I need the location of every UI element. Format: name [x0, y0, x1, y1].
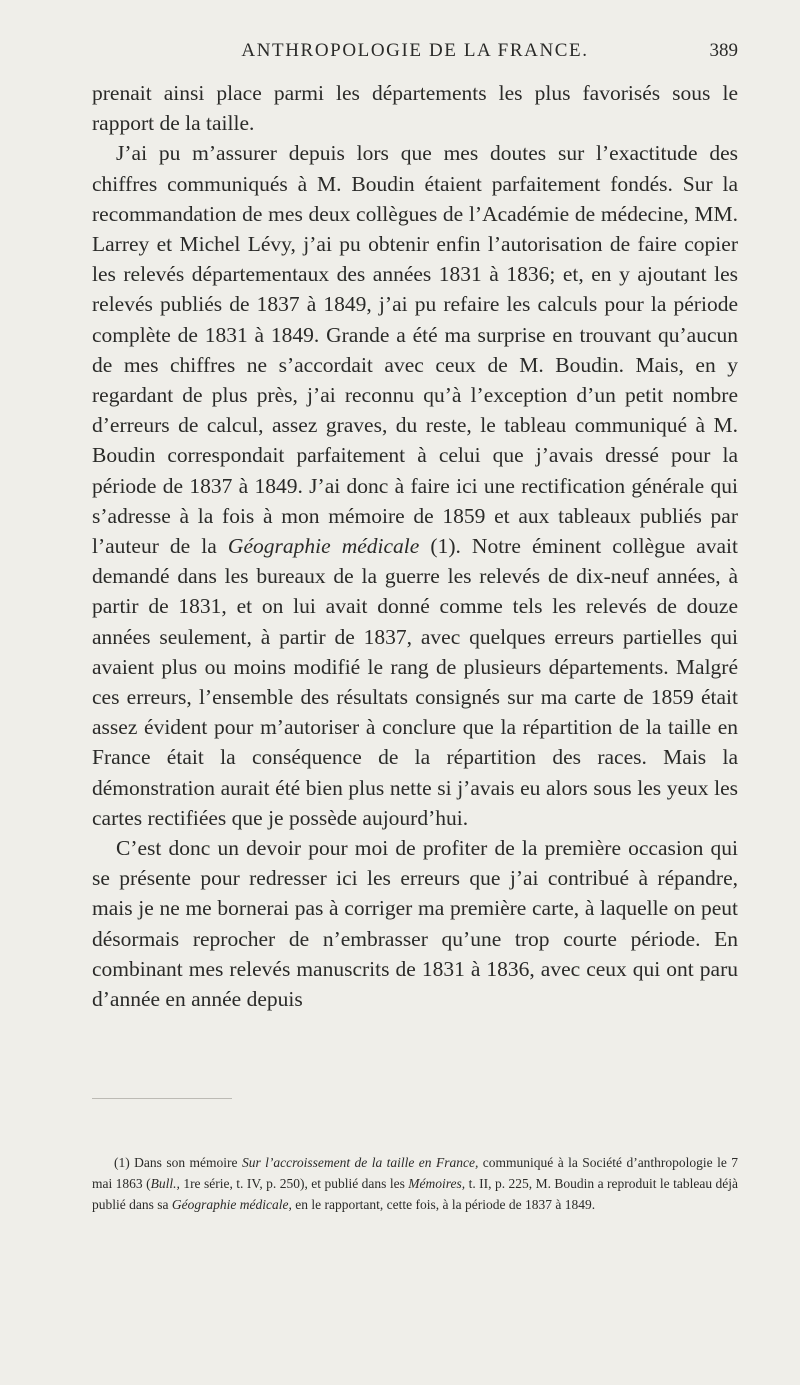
- footnote: [92, 1152, 738, 1215]
- paragraph-3-text: C’est donc un devoir pour moi de profiter de la première occasion qui se présente pour redresser ici les erreurs que j’ai contribué à répandre, mais je ne me bornerai pas à corriger ma première carte, à laquelle on peut désormais reprocher de n’embrasser qu’une trop courte période. En combinant mes relevés manuscrits de 1831 à 1836, avec ceux qui ont paru d’année en année depuis: [92, 836, 738, 1012]
- footnote-memoir-title: Sur l’accroissement de la taille en France,: [241, 1155, 479, 1170]
- paragraph-continued: [92, 78, 738, 138]
- paragraph-2-text-a: J’ai pu m’assurer depuis lors que mes doutes sur l’exactitude des chiffres communiqués à M. Boudin étaient parfaitement fondés. Sur la recommandation de mes deux collègues de l’Académie de médecine, MM. Larrey et Michel Lévy, j’ai pu obtenir enfin l’autorisation de faire copier les relevés départementaux des années 1831 à 1836; et, en y ajoutant les relevés publiés de 1837 à 1849, j’ai pu refaire les calculs pour la période complète de 1831 à 1849. Grande a été ma surprise en trouvant qu’aucun de mes chiffres ne s’accordait avec ceux de M. Boudin. Mais, en y regardant de plus près, j’ai reconnu qu’à l’exception d’un petit nombre d’erreurs de calcul, assez graves, du reste, le tableau communiqué à M. Boudin correspondait parfaitement à celui que j’avais dressé pour la période de 1837 à 1849. J’ai donc à faire ici une rectification générale qui s’adresse à la fois à mon mémoire de 1859 et aux tableaux publiés par l’auteur de la: [92, 141, 738, 559]
- footnote-text-e: en le rapportant, cette fois, à la période de 1837 à 1849.: [295, 1197, 596, 1212]
- geographie-medicale-title: Géographie médicale: [227, 534, 420, 559]
- page-number: 389: [709, 40, 738, 61]
- main-text: [92, 78, 738, 1014]
- paragraph-1-text: prenait ainsi place parmi les départements les plus favorisés sous le rapport de la taille.: [92, 81, 738, 136]
- paragraph-rectification: [92, 138, 738, 833]
- paragraph-2-text-b: (1). Notre éminent collègue avait demandé dans les bureaux de la guerre les relevés de dix-neuf années, à partir de 1831, et on lui avait donné comme tels les relevés de douze années seulement, à partir de 1837, avec quelques erreurs partielles qui avaient plus ou moins modifié le rang de plusieurs départements. Malgré ces erreurs, l’ensemble des résultats consignés sur ma carte de 1859 était assez évident pour m’autoriser à conclure que la répartition de la taille en France était la conséquence de la répartition des races. Mais la démonstration aurait été bien plus nette si j’avais eu alors sous les yeux les cartes rectifiées que je possède aujourd’hui.: [92, 534, 738, 830]
- footnote-divider: [92, 1098, 232, 1099]
- running-title: ANTHROPOLOGIE DE LA FRANCE.: [241, 40, 589, 61]
- footnote-text-d: t. II, p. 225, M. Boudin a reproduit le tableau déjà publié dans sa: [92, 1176, 739, 1212]
- paragraph-correction: [92, 833, 738, 1014]
- footnote-text-c: 1re série, t. IV, p. 250), et publié dans les: [183, 1176, 405, 1191]
- footnote-geographie-title: Géographie médicale,: [171, 1197, 292, 1212]
- running-header: [92, 36, 738, 66]
- footnote-text-b: communiqué à la Société d’anthropologie le 7 mai 1863 (: [92, 1155, 739, 1191]
- footnote-memoires-title: Mémoires,: [408, 1176, 466, 1191]
- footnote-bull-abbrev: Bull.,: [150, 1176, 180, 1191]
- footnote-text-a: (1) Dans son mémoire: [114, 1155, 238, 1170]
